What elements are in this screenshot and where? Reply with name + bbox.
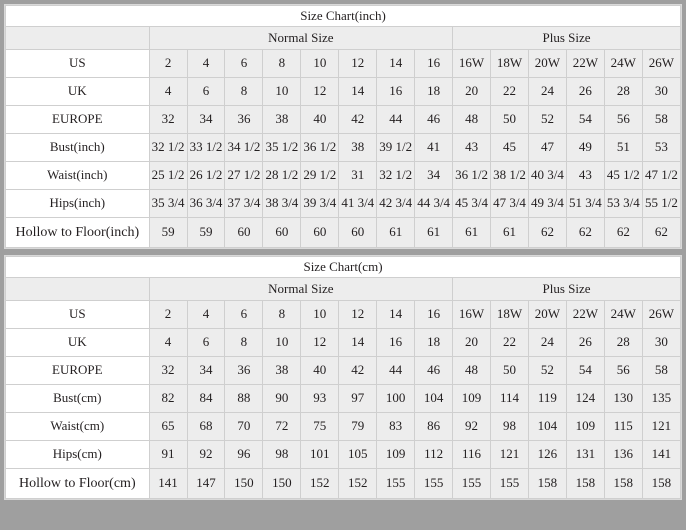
row-label: Waist(cm) bbox=[6, 413, 150, 441]
group-header-row bbox=[6, 278, 681, 301]
cell: 8 bbox=[225, 329, 263, 357]
cell: 112 bbox=[415, 441, 453, 469]
cell: 79 bbox=[339, 413, 377, 441]
cell: 155 bbox=[377, 469, 415, 499]
cell: 34 bbox=[187, 357, 225, 385]
cell: 38 1/2 bbox=[491, 162, 529, 190]
cell: 22W bbox=[566, 301, 604, 329]
cell: 36 bbox=[225, 357, 263, 385]
cell: 62 bbox=[604, 218, 642, 248]
chart-title: Size Chart(cm) bbox=[6, 257, 681, 278]
cell: 53 bbox=[642, 134, 680, 162]
table-row bbox=[6, 218, 681, 248]
cell: 62 bbox=[528, 218, 566, 248]
cell: 48 bbox=[453, 106, 491, 134]
cell: 39 3/4 bbox=[301, 190, 339, 218]
cell: 93 bbox=[301, 385, 339, 413]
cell: 14 bbox=[377, 50, 415, 78]
cell: 52 bbox=[528, 357, 566, 385]
cell: 18 bbox=[415, 78, 453, 106]
row-label: Hips(inch) bbox=[6, 190, 150, 218]
size-chart-inch bbox=[4, 4, 682, 249]
cell: 40 bbox=[301, 106, 339, 134]
cell: 6 bbox=[225, 50, 263, 78]
cell: 100 bbox=[377, 385, 415, 413]
group-header-plus: Plus Size bbox=[453, 278, 681, 301]
cell: 92 bbox=[187, 441, 225, 469]
cell: 40 bbox=[301, 357, 339, 385]
cell: 45 bbox=[491, 134, 529, 162]
cell: 104 bbox=[528, 413, 566, 441]
cell: 61 bbox=[415, 218, 453, 248]
group-header-normal: Normal Size bbox=[149, 278, 453, 301]
cell: 158 bbox=[566, 469, 604, 499]
table-row bbox=[6, 190, 681, 218]
cell: 4 bbox=[149, 329, 187, 357]
cell: 8 bbox=[225, 78, 263, 106]
cell: 141 bbox=[642, 441, 680, 469]
cell: 43 bbox=[453, 134, 491, 162]
cell: 101 bbox=[301, 441, 339, 469]
cell: 4 bbox=[149, 78, 187, 106]
cell: 84 bbox=[187, 385, 225, 413]
row-label: EUROPE bbox=[6, 357, 150, 385]
cell: 59 bbox=[187, 218, 225, 248]
cell: 155 bbox=[453, 469, 491, 499]
cell: 70 bbox=[225, 413, 263, 441]
cell: 16 bbox=[377, 78, 415, 106]
row-label: Bust(cm) bbox=[6, 385, 150, 413]
cell: 119 bbox=[528, 385, 566, 413]
cell: 22 bbox=[491, 329, 529, 357]
cell: 61 bbox=[377, 218, 415, 248]
cell: 32 1/2 bbox=[377, 162, 415, 190]
cell: 20 bbox=[453, 329, 491, 357]
cell: 91 bbox=[149, 441, 187, 469]
row-label: Hollow to Floor(inch) bbox=[6, 218, 150, 248]
table-row bbox=[6, 134, 681, 162]
cell: 37 3/4 bbox=[225, 190, 263, 218]
cell: 50 bbox=[491, 106, 529, 134]
cell: 121 bbox=[491, 441, 529, 469]
cell: 152 bbox=[339, 469, 377, 499]
cell: 28 bbox=[604, 78, 642, 106]
cell: 155 bbox=[415, 469, 453, 499]
cell: 34 bbox=[415, 162, 453, 190]
cell: 28 1/2 bbox=[263, 162, 301, 190]
cell: 20W bbox=[528, 301, 566, 329]
cell: 6 bbox=[187, 329, 225, 357]
cell: 42 3/4 bbox=[377, 190, 415, 218]
cell: 61 bbox=[491, 218, 529, 248]
cell: 42 bbox=[339, 357, 377, 385]
group-header-row bbox=[6, 27, 681, 50]
cell: 24W bbox=[604, 50, 642, 78]
cell: 16 bbox=[415, 301, 453, 329]
cell: 58 bbox=[642, 357, 680, 385]
cell: 12 bbox=[339, 50, 377, 78]
cell: 130 bbox=[604, 385, 642, 413]
cell: 61 bbox=[453, 218, 491, 248]
cell: 96 bbox=[225, 441, 263, 469]
cell: 49 3/4 bbox=[528, 190, 566, 218]
cell: 10 bbox=[301, 301, 339, 329]
cell: 16 bbox=[377, 329, 415, 357]
table-row bbox=[6, 162, 681, 190]
cell: 82 bbox=[149, 385, 187, 413]
cell: 4 bbox=[187, 301, 225, 329]
cell: 14 bbox=[339, 78, 377, 106]
cell: 40 3/4 bbox=[528, 162, 566, 190]
cell: 55 1/2 bbox=[642, 190, 680, 218]
cell: 126 bbox=[528, 441, 566, 469]
cell: 24W bbox=[604, 301, 642, 329]
cell: 58 bbox=[642, 106, 680, 134]
group-header-normal: Normal Size bbox=[149, 27, 453, 50]
cell: 22W bbox=[566, 50, 604, 78]
cell: 38 3/4 bbox=[263, 190, 301, 218]
cell: 150 bbox=[225, 469, 263, 499]
cell: 43 bbox=[566, 162, 604, 190]
row-label: EUROPE bbox=[6, 106, 150, 134]
cell: 26W bbox=[642, 301, 680, 329]
table-row bbox=[6, 413, 681, 441]
size-chart-cm-table bbox=[5, 256, 681, 499]
table-row bbox=[6, 385, 681, 413]
cell: 32 bbox=[149, 357, 187, 385]
cell: 4 bbox=[187, 50, 225, 78]
cell: 60 bbox=[225, 218, 263, 248]
cell: 2 bbox=[149, 50, 187, 78]
cell: 88 bbox=[225, 385, 263, 413]
cell: 158 bbox=[642, 469, 680, 499]
cell: 41 3/4 bbox=[339, 190, 377, 218]
row-label: Hips(cm) bbox=[6, 441, 150, 469]
cell: 34 bbox=[187, 106, 225, 134]
cell: 141 bbox=[149, 469, 187, 499]
cell: 136 bbox=[604, 441, 642, 469]
cell: 150 bbox=[263, 469, 301, 499]
row-label: Hollow to Floor(cm) bbox=[6, 469, 150, 499]
cell: 28 bbox=[604, 329, 642, 357]
cell: 36 3/4 bbox=[187, 190, 225, 218]
cell: 31 bbox=[339, 162, 377, 190]
cell: 47 bbox=[528, 134, 566, 162]
table-row bbox=[6, 441, 681, 469]
cell: 20 bbox=[453, 78, 491, 106]
cell: 16W bbox=[453, 50, 491, 78]
cell: 44 bbox=[377, 106, 415, 134]
cell: 18 bbox=[415, 329, 453, 357]
table-row bbox=[6, 329, 681, 357]
cell: 26 bbox=[566, 329, 604, 357]
cell: 12 bbox=[339, 301, 377, 329]
cell: 35 3/4 bbox=[149, 190, 187, 218]
cell: 86 bbox=[415, 413, 453, 441]
cell: 158 bbox=[604, 469, 642, 499]
cell: 20W bbox=[528, 50, 566, 78]
cell: 26 bbox=[566, 78, 604, 106]
table-row bbox=[6, 357, 681, 385]
cell: 109 bbox=[377, 441, 415, 469]
cell: 68 bbox=[187, 413, 225, 441]
cell: 30 bbox=[642, 78, 680, 106]
cell: 25 1/2 bbox=[149, 162, 187, 190]
row-label: UK bbox=[6, 329, 150, 357]
group-header-blank bbox=[6, 27, 150, 50]
cell: 12 bbox=[301, 78, 339, 106]
cell: 98 bbox=[491, 413, 529, 441]
cell: 38 bbox=[263, 357, 301, 385]
cell: 158 bbox=[528, 469, 566, 499]
group-header-plus: Plus Size bbox=[453, 27, 681, 50]
table-row bbox=[6, 469, 681, 499]
cell: 49 bbox=[566, 134, 604, 162]
cell: 42 bbox=[339, 106, 377, 134]
cell: 60 bbox=[301, 218, 339, 248]
cell: 10 bbox=[263, 329, 301, 357]
cell: 60 bbox=[339, 218, 377, 248]
size-chart-cm bbox=[4, 255, 682, 500]
cell: 14 bbox=[377, 301, 415, 329]
cell: 56 bbox=[604, 106, 642, 134]
cell: 38 bbox=[263, 106, 301, 134]
row-label: UK bbox=[6, 78, 150, 106]
cell: 45 1/2 bbox=[604, 162, 642, 190]
cell: 147 bbox=[187, 469, 225, 499]
cell: 105 bbox=[339, 441, 377, 469]
size-chart-inch-table bbox=[5, 5, 681, 248]
cell: 65 bbox=[149, 413, 187, 441]
cell: 51 3/4 bbox=[566, 190, 604, 218]
cell: 32 1/2 bbox=[149, 134, 187, 162]
cell: 92 bbox=[453, 413, 491, 441]
cell: 45 3/4 bbox=[453, 190, 491, 218]
cell: 50 bbox=[491, 357, 529, 385]
cell: 47 1/2 bbox=[642, 162, 680, 190]
cell: 2 bbox=[149, 301, 187, 329]
cell: 38 bbox=[339, 134, 377, 162]
cell: 62 bbox=[566, 218, 604, 248]
cell: 12 bbox=[301, 329, 339, 357]
cell: 97 bbox=[339, 385, 377, 413]
row-label: US bbox=[6, 50, 150, 78]
cell: 46 bbox=[415, 106, 453, 134]
cell: 48 bbox=[453, 357, 491, 385]
cell: 36 1/2 bbox=[301, 134, 339, 162]
cell: 60 bbox=[263, 218, 301, 248]
cell: 47 3/4 bbox=[491, 190, 529, 218]
cell: 115 bbox=[604, 413, 642, 441]
cell: 52 bbox=[528, 106, 566, 134]
cell: 51 bbox=[604, 134, 642, 162]
cell: 26W bbox=[642, 50, 680, 78]
cell: 109 bbox=[566, 413, 604, 441]
chart-title-row bbox=[6, 257, 681, 278]
group-header-blank bbox=[6, 278, 150, 301]
cell: 10 bbox=[263, 78, 301, 106]
cell: 8 bbox=[263, 301, 301, 329]
cell: 6 bbox=[225, 301, 263, 329]
cell: 104 bbox=[415, 385, 453, 413]
cell: 44 bbox=[377, 357, 415, 385]
cell: 53 3/4 bbox=[604, 190, 642, 218]
cell: 36 1/2 bbox=[453, 162, 491, 190]
cell: 44 3/4 bbox=[415, 190, 453, 218]
cell: 34 1/2 bbox=[225, 134, 263, 162]
cell: 18W bbox=[491, 301, 529, 329]
cell: 30 bbox=[642, 329, 680, 357]
cell: 114 bbox=[491, 385, 529, 413]
row-label: US bbox=[6, 301, 150, 329]
cell: 26 1/2 bbox=[187, 162, 225, 190]
chart-title: Size Chart(inch) bbox=[6, 6, 681, 27]
cell: 83 bbox=[377, 413, 415, 441]
row-label: Waist(inch) bbox=[6, 162, 150, 190]
cell: 54 bbox=[566, 106, 604, 134]
table-row bbox=[6, 78, 681, 106]
cell: 18W bbox=[491, 50, 529, 78]
cell: 29 1/2 bbox=[301, 162, 339, 190]
cell: 8 bbox=[263, 50, 301, 78]
cell: 24 bbox=[528, 78, 566, 106]
cell: 16 bbox=[415, 50, 453, 78]
cell: 121 bbox=[642, 413, 680, 441]
table-row bbox=[6, 106, 681, 134]
table-row bbox=[6, 301, 681, 329]
chart-title-row bbox=[6, 6, 681, 27]
cell: 72 bbox=[263, 413, 301, 441]
cell: 98 bbox=[263, 441, 301, 469]
cell: 14 bbox=[339, 329, 377, 357]
cell: 24 bbox=[528, 329, 566, 357]
cell: 46 bbox=[415, 357, 453, 385]
cell: 16W bbox=[453, 301, 491, 329]
row-label: Bust(inch) bbox=[6, 134, 150, 162]
cell: 109 bbox=[453, 385, 491, 413]
cell: 32 bbox=[149, 106, 187, 134]
cell: 135 bbox=[642, 385, 680, 413]
cell: 35 1/2 bbox=[263, 134, 301, 162]
table-row bbox=[6, 50, 681, 78]
cell: 33 1/2 bbox=[187, 134, 225, 162]
cell: 131 bbox=[566, 441, 604, 469]
cell: 10 bbox=[301, 50, 339, 78]
cell: 39 1/2 bbox=[377, 134, 415, 162]
cell: 90 bbox=[263, 385, 301, 413]
cell: 124 bbox=[566, 385, 604, 413]
cell: 152 bbox=[301, 469, 339, 499]
cell: 75 bbox=[301, 413, 339, 441]
cell: 56 bbox=[604, 357, 642, 385]
cell: 36 bbox=[225, 106, 263, 134]
cell: 6 bbox=[187, 78, 225, 106]
cell: 59 bbox=[149, 218, 187, 248]
cell: 41 bbox=[415, 134, 453, 162]
cell: 27 1/2 bbox=[225, 162, 263, 190]
cell: 62 bbox=[642, 218, 680, 248]
cell: 54 bbox=[566, 357, 604, 385]
cell: 116 bbox=[453, 441, 491, 469]
cell: 155 bbox=[491, 469, 529, 499]
cell: 22 bbox=[491, 78, 529, 106]
